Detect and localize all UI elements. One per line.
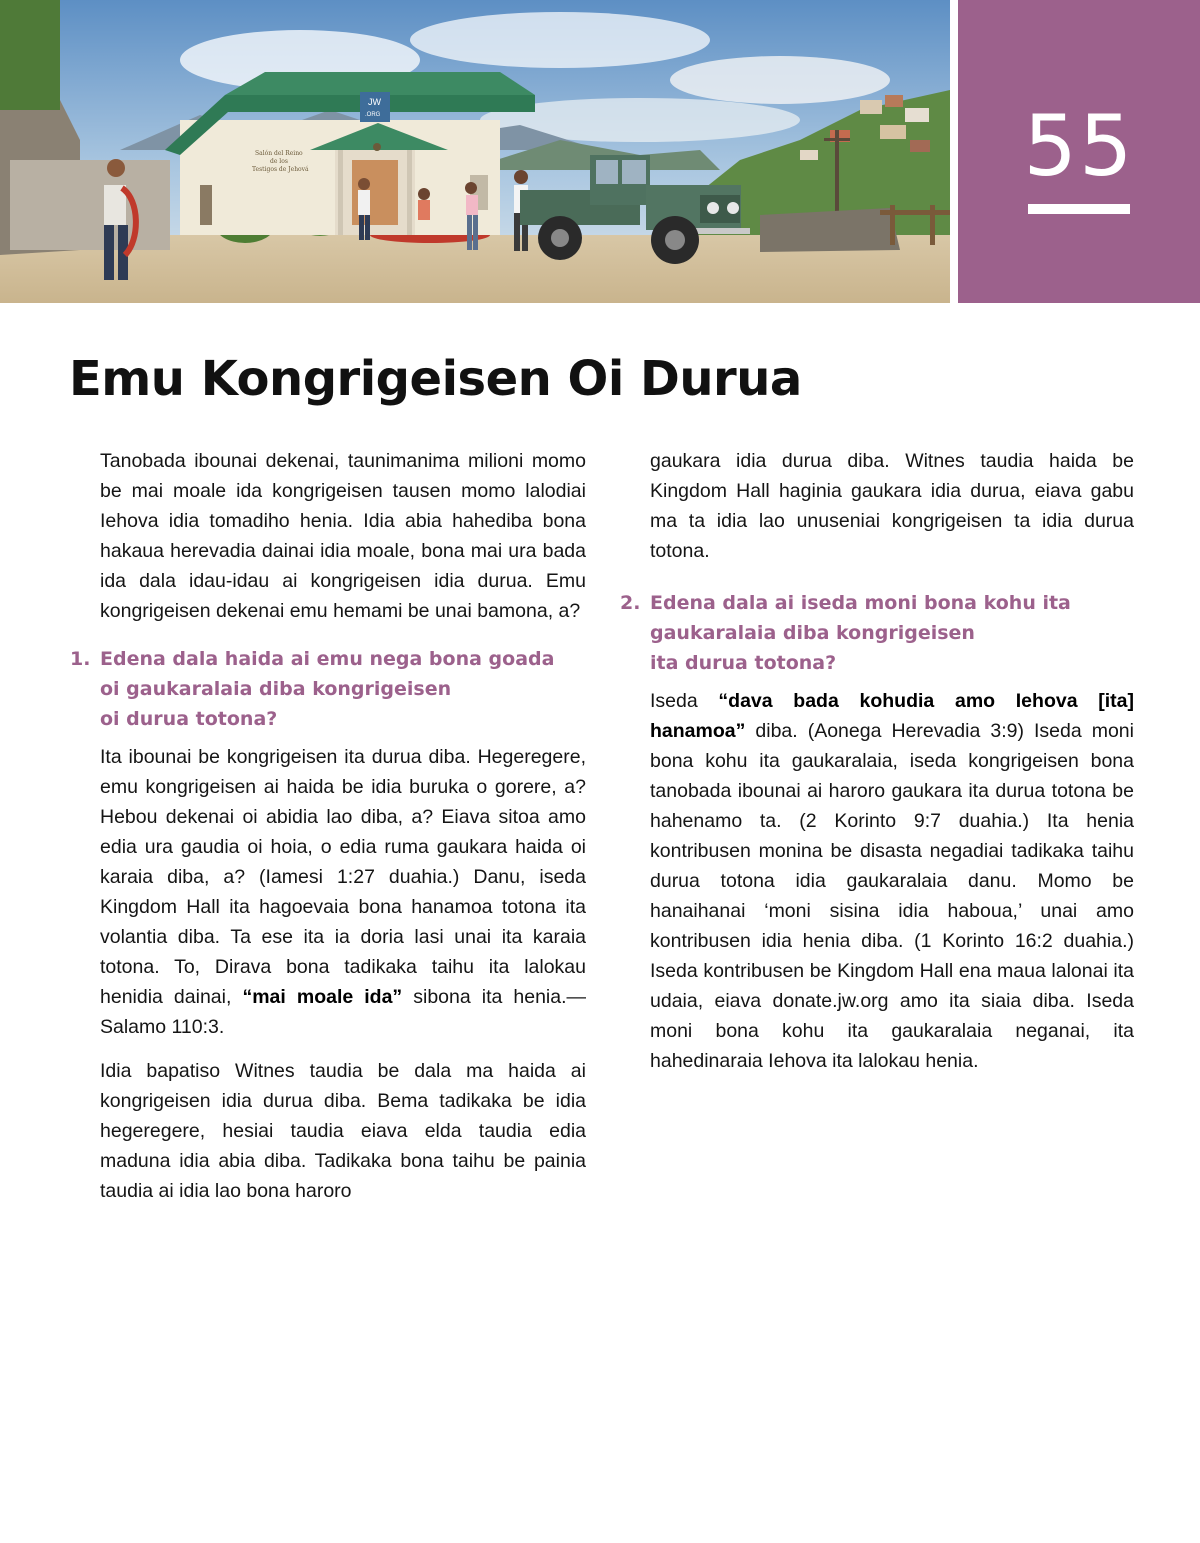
section-1-number: 1. <box>70 648 91 670</box>
section-2-heading-line: gaukaralaia diba kongrigeisen <box>650 622 975 644</box>
section-1-heading-line: oi gaukaralaia diba kongrigeisen <box>100 678 452 700</box>
section-1-heading-line: oi durua totona? <box>100 708 278 730</box>
left-column <box>70 446 586 1220</box>
right-column <box>620 446 1134 1090</box>
section-2-heading-line: Edena dala ai iseda moni bona kohu ita <box>650 592 1071 614</box>
hall-sign-line-1: Salón del Reino <box>255 150 303 157</box>
section-1-p1-emphasis: “mai moale ida” <box>242 986 403 1008</box>
section-2-number: 2. <box>620 592 641 614</box>
section-2-paragraph-1 <box>650 686 1134 1076</box>
lesson-title: Emu Kongrigeisen Oi Durua <box>69 351 802 407</box>
hall-sign-line-3: Testigos de Jehová <box>252 166 309 173</box>
lesson-number-badge <box>958 0 1200 303</box>
section-2-p1-text: Iseda <box>650 690 719 712</box>
intro-paragraph: Tanobada ibounai dekenai, taunimanima milioni momo be mai moale ida kongrigeisen tausen momo lalodiai Iehova idia tomadiho henia. Idia abia hahediba bona hakaua herevadia dainai idia moale, bona mai ura bada ida dala idau-idau ai kongrigeisen idia durua. Emu kongrigeisen dekenai emu hemami be unai bamona, a? <box>100 450 586 622</box>
section-1-heading-line: Edena dala haida ai emu nega bona goada <box>100 648 555 670</box>
jw-sign-text: JW <box>368 97 381 107</box>
section-1-p1-text: Ita ibounai be kongrigeisen ita durua diba. Hegeregere, emu kongrigeisen ai haida be idia buruka o gorere, a? Hebou dekenai oi abidia lao diba, a? Eiava sitoa amo edia ura gaudia oi hoia, o edia ruma gaukara haida oi karaia diba, a? (Iamesi 1:27 duahia.) Danu, iseda Kingdom Hall ita hagoevaia bona hanamoa totona ita volantia diba. Ta ese ita ia doria lasi unai ita karaia totona. To, Dirava bona tadikaka taihu ita lalokau henidia dainai, <box>100 746 586 1008</box>
lesson-number: 55 <box>1023 97 1135 195</box>
section-1-paragraph-2-continued: gaukara idia durua diba. Witnes taudia haida be Kingdom Hall haginia gaukara idia durua, eiava gabu ma ta idia lao unuseniai kongrigeisen ta idia durua totona. <box>650 450 1134 562</box>
jw-org-text: .ORG <box>365 112 381 118</box>
section-1-paragraph-2: Idia bapatiso Witnes taudia be dala ma haida ai kongrigeisen idia durua diba. Bema tadikaka be idia hegeregere, hesiai taudia eiava elda taudia edia maduna idia abia diba. Tadikaka bona taihu be painia taudia ai idia lao bona haroro <box>100 1060 586 1202</box>
badge-underline <box>1028 204 1130 214</box>
section-1-heading <box>70 644 586 734</box>
section-2-heading-line: ita durua totona? <box>650 652 837 674</box>
hall-sign-line-2: de los <box>270 158 288 165</box>
section-2-p1-emphasis: “dava bada kohudia amo Iehova [ita] hanamoa” <box>650 690 1134 742</box>
section-2-heading <box>620 588 1134 678</box>
section-1-paragraph-1 <box>100 742 586 1042</box>
section-2-p1-text-end: diba. (Aonega Herevadia 3:9) Iseda moni bona kohu ita gaukaralaia, iseda kongrigeisen bona tanobada ibounai ai haroro gaukara ita durua totona be hahenamo ta. (2 Korinto 9:7 duahia.) Ita henia kontribusen monina be disasta negadiai tadikaka taihu durua totona idia gaukaralaia danu. Momo be hanaihanai ‘moni sisina idia haboua,’ unai amo kontribusen idia henia diba. (1 Korinto 16:2 duahia.) Iseda kontribusen be Kingdom Hall ena maua lalonai ita udaia, eiava donate.jw.org amo ita siaia diba. Iseda moni bona kohu ita gaukaralaia neganai, ita hahedinaraia Iehova ita lalokau henia. <box>650 720 1134 1072</box>
hero-illustration <box>0 0 950 303</box>
section-1-p1-text-end: sibona ita henia.—Salamo 110:3. <box>100 986 587 1038</box>
